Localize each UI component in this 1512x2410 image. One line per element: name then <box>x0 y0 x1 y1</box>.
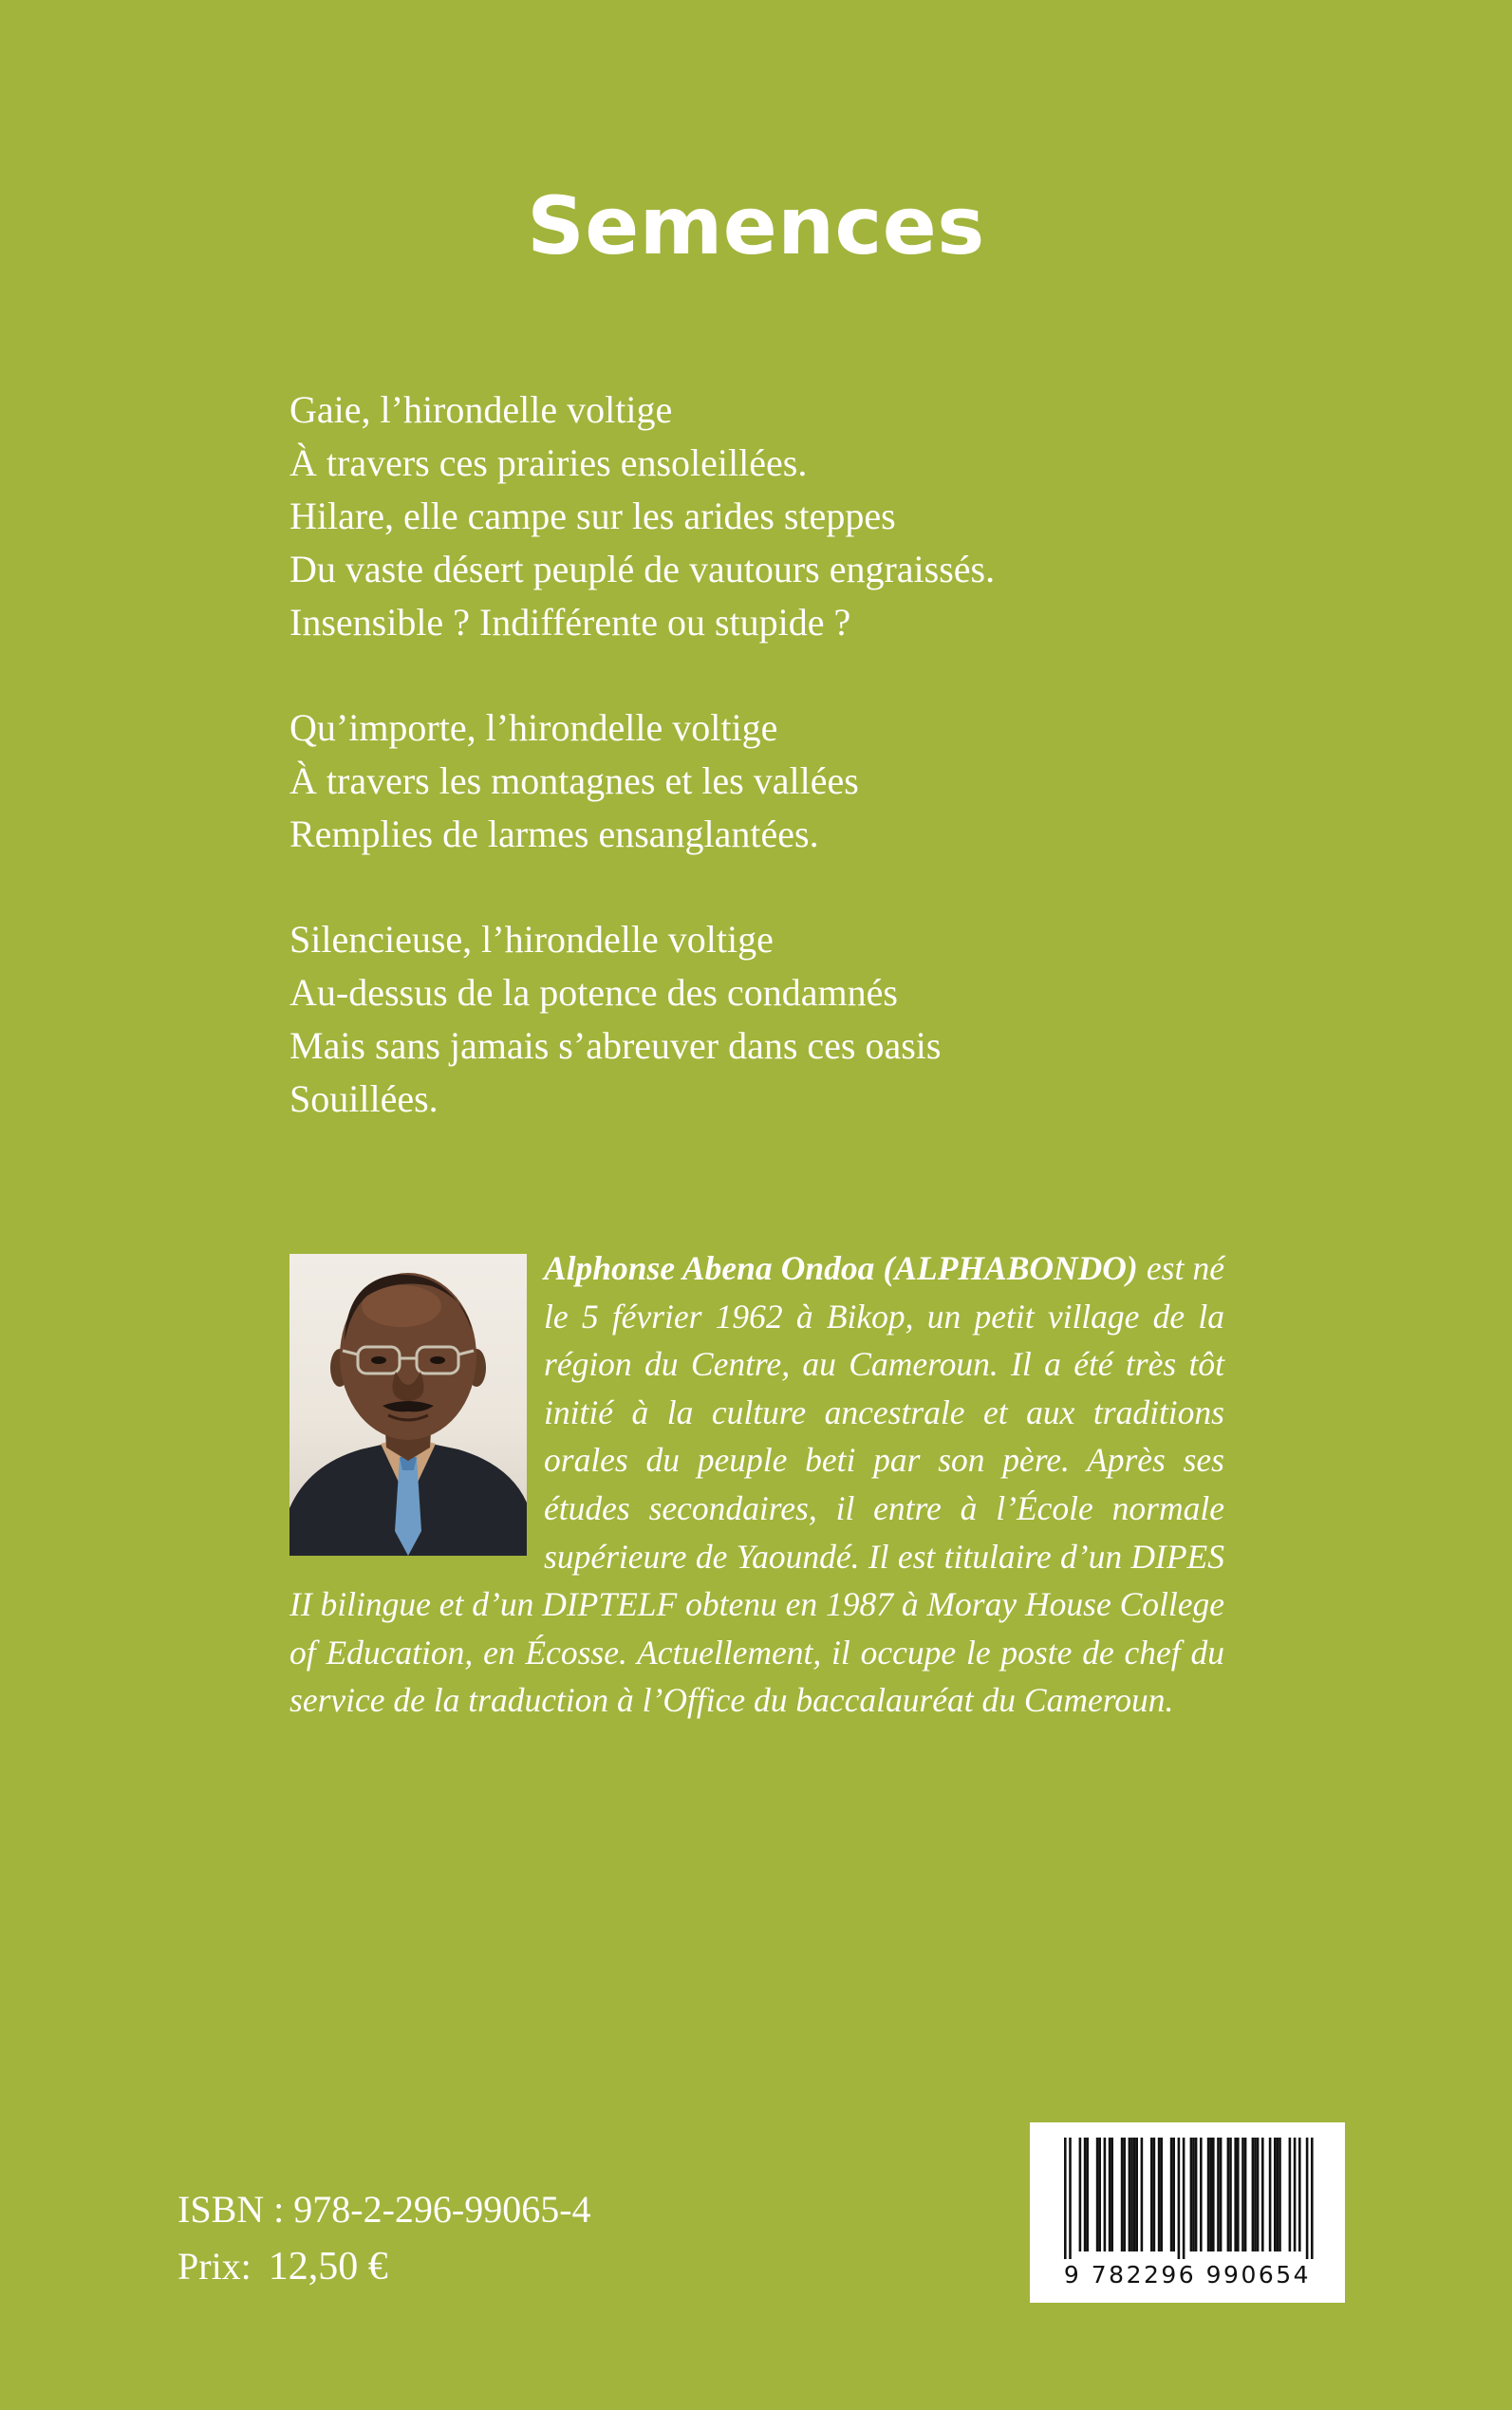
poem-line: Au-dessus de la potence des condamnés <box>289 971 898 1014</box>
price-label: Prix: <box>177 2245 252 2288</box>
photo-wrap-spacer <box>289 1244 544 1572</box>
author-bio-text: est né le 5 février 1962 à Bikop, un petit village de la région du Centre, au Cameroun. Il a été très tôt initié à la culture ancestrale et aux traditions orales du peuple beti par son père. Après ses études secondaires, il entre à l’École normale supérieure de Yaoundé. Il est titulaire d’un DIPES II bilingue et d’un DIPTELF obtenu en 1987 à Moray House College of Education, en Écosse. Actuellement, il occupe le poste de chef du service de la traduction à l’Office du baccalauréat du Cameroun. <box>289 1249 1224 1720</box>
poem-stanza <box>289 383 1239 649</box>
poem-stanza <box>289 701 1239 861</box>
author-bio <box>289 1244 1224 1725</box>
poem <box>289 383 1239 1178</box>
poem-line: Du vaste désert peuplé de vautours engraissés. <box>289 548 996 590</box>
price-value: 12,50 € <box>268 2245 388 2289</box>
isbn: ISBN : 978-2-296-99065-4 <box>177 2188 591 2231</box>
price <box>177 2242 388 2291</box>
poem-line: À travers les montagnes et les vallées <box>289 759 859 802</box>
poem-line: Remplies de larmes ensanglantées. <box>289 813 819 855</box>
poem-line: Mais sans jamais s’abreuver dans ces oasis <box>289 1024 942 1067</box>
poem-line: À travers ces prairies ensoleillées. <box>289 441 808 484</box>
barcode <box>1030 2122 1345 2303</box>
book-title: Semences <box>527 179 985 272</box>
poem-line: Hilare, elle campe sur les arides steppes <box>289 495 896 537</box>
poem-stanza <box>289 913 1239 1126</box>
poem-line: Souillées. <box>289 1077 439 1120</box>
poem-line: Qu’importe, l’hirondelle voltige <box>289 706 778 749</box>
author-name: Alphonse Abena Ondoa (ALPHABONDO) <box>544 1249 1138 1287</box>
barcode-number: 9 782296 990654 <box>1063 2261 1312 2289</box>
poem-line: Silencieuse, l’hirondelle voltige <box>289 918 774 961</box>
poem-line: Insensible ? Indifférente ou stupide ? <box>289 601 851 644</box>
poem-line: Gaie, l’hirondelle voltige <box>289 388 673 431</box>
barcode-bars-icon <box>1030 2122 1345 2265</box>
